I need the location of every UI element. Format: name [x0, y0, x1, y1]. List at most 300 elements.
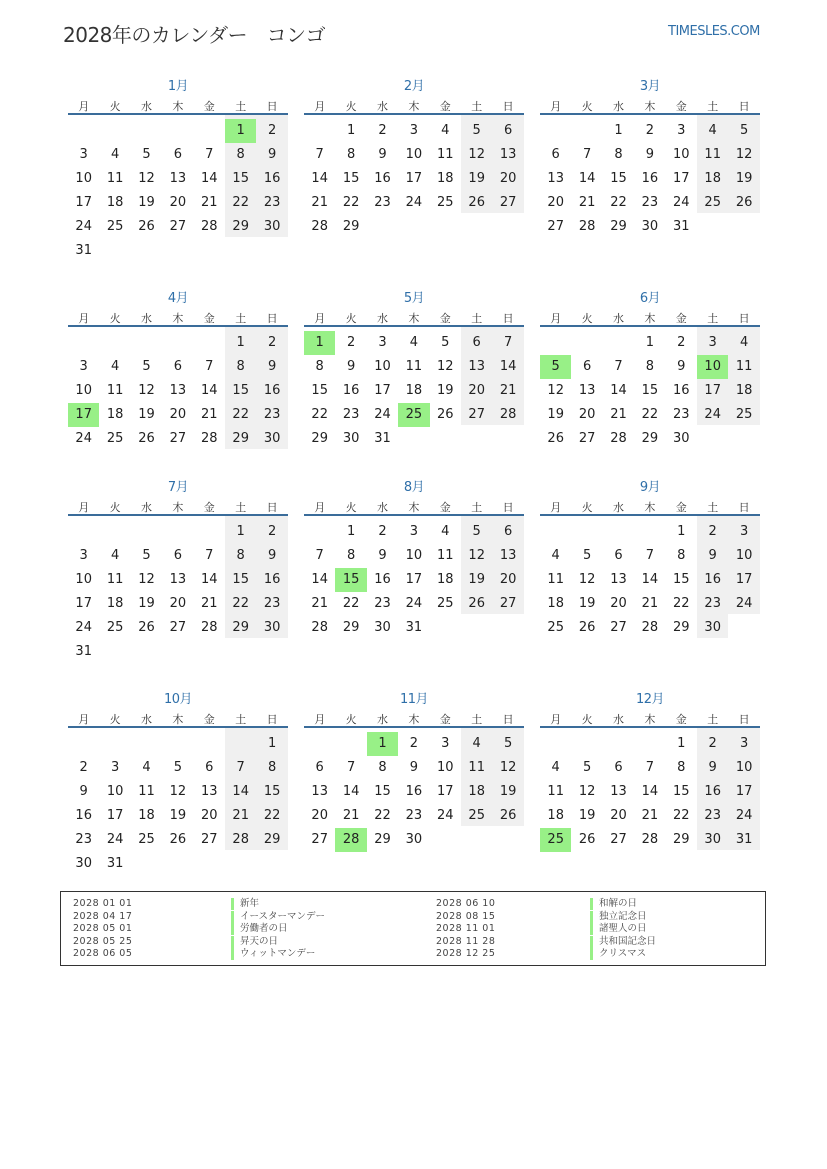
day-cell: 12: [437, 359, 454, 374]
day-cell: 29: [232, 219, 249, 234]
day-cell: 24: [437, 808, 454, 823]
day-cell: 6: [551, 147, 560, 162]
day-cell: 13: [169, 383, 187, 398]
day-cell: 11: [437, 147, 454, 162]
month-name: 1月: [167, 79, 189, 94]
day-cell: 31: [374, 431, 391, 446]
day-cell: 22: [610, 195, 627, 210]
month-divider: [68, 514, 288, 516]
weekday-label: 金: [203, 100, 215, 113]
day-cell: 26: [138, 431, 155, 446]
day-cell: 30: [263, 219, 281, 234]
holiday-day-cell: 28: [335, 828, 366, 852]
day-cell: 11: [547, 572, 564, 587]
day-cell: 30: [374, 620, 391, 635]
day-cell: 26: [169, 832, 187, 847]
month-name: 12月: [635, 692, 665, 707]
holiday-date: 2028 01 01: [73, 898, 133, 909]
day-cell: 26: [547, 431, 564, 446]
month-12: [540, 688, 760, 888]
day-cell: 3: [378, 335, 387, 350]
day-cell: 7: [645, 760, 655, 775]
weekday-label: 日: [738, 501, 750, 514]
weekday-label: 月: [314, 312, 326, 325]
day-cell: 8: [614, 147, 623, 162]
weekday-label: 水: [612, 312, 624, 325]
day-cell: 15: [641, 383, 659, 398]
day-cell: 10: [374, 359, 391, 374]
day-cell: 14: [578, 171, 596, 186]
day-cell: 19: [578, 808, 596, 823]
day-cell: 10: [75, 572, 92, 587]
day-cell: 26: [468, 195, 485, 210]
holiday-date: 2028 06 10: [436, 898, 496, 909]
day-cell: 10: [106, 784, 124, 799]
day-cell: 4: [708, 123, 717, 138]
weekday-label: 火: [345, 501, 357, 514]
weekday-label: 木: [172, 713, 184, 726]
day-cell: 29: [673, 620, 690, 635]
month-divider: [304, 514, 524, 516]
day-cell: 12: [138, 383, 155, 398]
holiday-date: 2028 12 25: [436, 948, 496, 959]
holiday-date: 2028 05 25: [73, 935, 133, 947]
day-cell: 20: [547, 195, 564, 210]
day-cell: 2: [708, 736, 717, 751]
day-cell: 23: [263, 195, 281, 210]
weekday-label: 日: [502, 501, 514, 514]
day-cell: 20: [578, 407, 596, 422]
day-cell: 23: [704, 596, 721, 611]
weekday-label: 月: [78, 312, 90, 325]
day-cell: 25: [437, 596, 454, 611]
day-cell: 21: [641, 596, 659, 611]
day-cell: 28: [201, 431, 218, 446]
day-cell: 6: [472, 335, 481, 350]
weekday-label: 土: [707, 312, 719, 325]
day-cell: 13: [468, 359, 485, 374]
day-cell: 6: [205, 760, 214, 775]
weekday-label: 月: [550, 713, 562, 726]
day-cell: 15: [232, 171, 249, 186]
day-cell: 11: [547, 784, 564, 799]
day-cell: 27: [499, 195, 517, 210]
day-cell: 28: [641, 832, 659, 847]
weekday-label: 日: [266, 713, 278, 726]
day-cell: 12: [735, 147, 753, 162]
weekday-label: 木: [408, 713, 420, 726]
holiday-name: ウィットマンデー: [231, 948, 315, 960]
weekday-label: 金: [439, 501, 451, 514]
weekday-label: 日: [738, 100, 750, 113]
weekday-label: 日: [738, 312, 750, 325]
day-cell: 13: [499, 147, 517, 162]
day-cell: 20: [499, 572, 517, 587]
day-cell: 15: [311, 383, 328, 398]
day-cell: 18: [547, 808, 564, 823]
day-cell: 28: [232, 832, 249, 847]
day-cell: 23: [374, 195, 391, 210]
day-cell: 3: [677, 123, 686, 138]
day-cell: 8: [346, 548, 356, 563]
day-cell: 24: [374, 407, 391, 422]
day-cell: 12: [169, 784, 187, 799]
month-name: 6月: [639, 291, 661, 306]
day-cell: 31: [673, 219, 690, 234]
day-cell: 15: [374, 784, 391, 799]
day-cell: 2: [645, 123, 655, 138]
holiday-date: 2028 04 17: [73, 910, 133, 922]
weekday-label: 金: [203, 713, 215, 726]
day-cell: 16: [673, 383, 690, 398]
holiday-day-cell: 17: [68, 403, 99, 427]
day-cell: 21: [499, 383, 517, 398]
weekday-label: 水: [140, 713, 152, 726]
weekday-label: 土: [235, 100, 247, 113]
day-cell: 24: [735, 596, 753, 611]
day-cell: 2: [677, 335, 686, 350]
day-cell: 28: [201, 219, 218, 234]
day-cell: 19: [499, 784, 517, 799]
day-cell: 7: [205, 359, 214, 374]
day-cell: 22: [232, 407, 249, 422]
day-cell: 6: [173, 548, 183, 563]
day-cell: 4: [551, 760, 560, 775]
site-link[interactable]: TIMESLES.COM: [668, 24, 760, 39]
weekday-label: 金: [439, 100, 451, 113]
weekday-label: 水: [140, 312, 152, 325]
day-cell: 14: [232, 784, 249, 799]
day-cell: 21: [641, 808, 659, 823]
day-cell: 20: [169, 596, 187, 611]
day-cell: 9: [267, 359, 277, 374]
day-cell: 7: [503, 335, 513, 350]
weekday-label: 水: [376, 312, 388, 325]
day-cell: 6: [173, 359, 183, 374]
month-4: [68, 287, 288, 487]
month-name: 2月: [403, 79, 425, 94]
day-cell: 19: [468, 171, 485, 186]
weekday-label: 月: [314, 100, 326, 113]
month-name: 5月: [403, 291, 425, 306]
day-cell: 26: [468, 596, 485, 611]
day-cell: 19: [169, 808, 187, 823]
day-cell: 31: [106, 856, 124, 871]
day-cell: 5: [582, 760, 592, 775]
day-cell: 11: [405, 359, 423, 374]
day-cell: 5: [472, 524, 481, 539]
day-cell: 16: [704, 572, 721, 587]
day-cell: 2: [378, 524, 387, 539]
day-cell: 30: [704, 620, 721, 635]
month-divider: [540, 113, 760, 115]
weekday-label: 木: [644, 312, 656, 325]
day-cell: 31: [405, 620, 423, 635]
day-cell: 9: [378, 147, 387, 162]
day-cell: 16: [405, 784, 423, 799]
day-cell: 30: [641, 219, 659, 234]
day-cell: 23: [263, 596, 281, 611]
day-cell: 7: [315, 147, 324, 162]
day-cell: 14: [342, 784, 360, 799]
day-cell: 10: [405, 147, 423, 162]
day-cell: 27: [547, 219, 564, 234]
holiday-name: 労働者の日: [231, 923, 288, 935]
day-cell: 14: [311, 572, 328, 587]
weekday-label: 月: [78, 100, 90, 113]
day-cell: 3: [441, 736, 450, 751]
month-10: [68, 688, 288, 888]
day-cell: 28: [641, 620, 659, 635]
month-name: 4月: [167, 291, 189, 306]
weekday-label: 金: [675, 100, 687, 113]
day-cell: 1: [346, 524, 356, 539]
weekday-label: 土: [471, 501, 483, 514]
day-cell: 28: [610, 431, 627, 446]
day-cell: 13: [201, 784, 218, 799]
day-cell: 3: [110, 760, 120, 775]
day-cell: 31: [735, 832, 753, 847]
month-name: 8月: [403, 480, 425, 495]
day-cell: 15: [673, 572, 690, 587]
day-cell: 6: [503, 524, 513, 539]
day-cell: 9: [409, 760, 419, 775]
day-cell: 12: [578, 572, 596, 587]
day-cell: 19: [735, 171, 753, 186]
month-5: [304, 287, 524, 487]
holiday-day-cell: 5: [540, 355, 571, 379]
day-cell: 8: [378, 760, 387, 775]
day-cell: 24: [673, 195, 690, 210]
day-cell: 4: [110, 359, 120, 374]
day-cell: 24: [405, 195, 423, 210]
weekday-label: 土: [471, 312, 483, 325]
weekday-label: 日: [266, 100, 278, 113]
holiday-day-cell: 1: [304, 331, 335, 355]
day-cell: 24: [735, 808, 753, 823]
day-cell: 3: [79, 548, 88, 563]
day-cell: 8: [645, 359, 655, 374]
day-cell: 22: [311, 407, 328, 422]
day-cell: 20: [499, 171, 517, 186]
day-cell: 5: [441, 335, 450, 350]
day-cell: 5: [142, 548, 151, 563]
holiday-name: 和解の日: [590, 898, 637, 910]
month-11: [304, 688, 524, 888]
day-cell: 26: [138, 219, 155, 234]
day-cell: 19: [578, 596, 596, 611]
day-cell: 31: [75, 644, 92, 659]
day-cell: 16: [263, 383, 281, 398]
day-cell: 4: [110, 147, 120, 162]
day-cell: 20: [468, 383, 485, 398]
day-cell: 30: [263, 431, 281, 446]
holiday-date: 2028 08 15: [436, 910, 496, 922]
weekday-label: 月: [550, 100, 562, 113]
weekday-label: 木: [644, 501, 656, 514]
day-cell: 13: [311, 784, 328, 799]
weekday-label: 土: [707, 713, 719, 726]
weekday-label: 火: [109, 501, 121, 514]
day-cell: 15: [232, 572, 249, 587]
day-cell: 8: [267, 760, 277, 775]
day-cell: 15: [263, 784, 281, 799]
weekday-label: 日: [502, 713, 514, 726]
day-cell: 12: [547, 383, 564, 398]
day-cell: 18: [437, 572, 454, 587]
day-cell: 14: [610, 383, 627, 398]
day-cell: 15: [342, 171, 360, 186]
day-cell: 9: [267, 147, 277, 162]
day-cell: 1: [267, 736, 277, 751]
day-cell: 18: [437, 171, 454, 186]
day-cell: 12: [138, 572, 155, 587]
day-cell: 30: [342, 431, 360, 446]
weekday-label: 木: [644, 100, 656, 113]
day-cell: 14: [201, 383, 218, 398]
weekday-label: 日: [266, 312, 278, 325]
weekday-label: 火: [109, 713, 121, 726]
day-cell: 2: [708, 524, 717, 539]
day-cell: 4: [110, 548, 120, 563]
holiday-day-cell: 1: [367, 732, 398, 756]
day-cell: 14: [311, 171, 328, 186]
day-cell: 20: [610, 596, 627, 611]
day-cell: 21: [232, 808, 249, 823]
day-cell: 14: [499, 359, 517, 374]
weekday-label: 土: [707, 501, 719, 514]
day-cell: 29: [342, 219, 360, 234]
day-cell: 16: [263, 171, 281, 186]
weekday-label: 日: [502, 100, 514, 113]
month-divider: [68, 325, 288, 327]
weekday-label: 火: [109, 100, 121, 113]
day-cell: 2: [267, 524, 277, 539]
day-cell: 13: [610, 784, 627, 799]
day-cell: 3: [79, 147, 88, 162]
day-cell: 18: [704, 171, 721, 186]
day-cell: 4: [472, 736, 481, 751]
month-name: 7月: [167, 480, 189, 495]
day-cell: 27: [311, 832, 328, 847]
day-cell: 17: [735, 784, 753, 799]
day-cell: 30: [673, 431, 690, 446]
day-cell: 7: [645, 548, 655, 563]
day-cell: 3: [739, 524, 749, 539]
day-cell: 19: [468, 572, 485, 587]
day-cell: 7: [205, 548, 214, 563]
day-cell: 29: [342, 620, 360, 635]
day-cell: 24: [405, 596, 423, 611]
day-cell: 9: [708, 760, 717, 775]
day-cell: 7: [236, 760, 245, 775]
day-cell: 28: [578, 219, 596, 234]
day-cell: 2: [267, 123, 277, 138]
day-cell: 12: [499, 760, 517, 775]
day-cell: 7: [205, 147, 214, 162]
day-cell: 21: [201, 195, 218, 210]
day-cell: 21: [311, 596, 328, 611]
day-cell: 27: [578, 431, 596, 446]
day-cell: 13: [578, 383, 596, 398]
day-cell: 18: [106, 195, 124, 210]
day-cell: 19: [138, 195, 155, 210]
day-cell: 7: [582, 147, 592, 162]
day-cell: 3: [739, 736, 749, 751]
weekday-label: 土: [471, 713, 483, 726]
weekday-label: 水: [376, 713, 388, 726]
day-cell: 19: [138, 596, 155, 611]
weekday-label: 月: [550, 312, 562, 325]
day-cell: 24: [106, 832, 124, 847]
day-cell: 11: [106, 383, 124, 398]
day-cell: 27: [610, 832, 627, 847]
holiday-day-cell: 1: [225, 119, 256, 143]
day-cell: 13: [499, 548, 517, 563]
page-title: 2028年のカレンダー コンゴ: [63, 23, 326, 47]
day-cell: 5: [582, 548, 592, 563]
day-cell: 14: [201, 572, 218, 587]
day-cell: 13: [169, 171, 187, 186]
day-cell: 18: [106, 596, 124, 611]
day-cell: 16: [75, 808, 92, 823]
day-cell: 8: [236, 359, 245, 374]
day-cell: 10: [673, 147, 690, 162]
day-cell: 22: [641, 407, 659, 422]
weekday-label: 水: [612, 100, 624, 113]
holiday-name: 共和国記念日: [590, 936, 656, 948]
weekday-label: 水: [140, 501, 152, 514]
day-cell: 27: [169, 431, 187, 446]
weekday-label: 火: [345, 100, 357, 113]
day-cell: 5: [739, 123, 749, 138]
day-cell: 1: [346, 123, 356, 138]
month-divider: [540, 514, 760, 516]
weekday-label: 水: [612, 713, 624, 726]
day-cell: 23: [75, 832, 92, 847]
day-cell: 25: [106, 620, 124, 635]
weekday-label: 日: [266, 501, 278, 514]
month-name: 9月: [639, 480, 661, 495]
weekday-label: 土: [707, 100, 719, 113]
weekday-label: 水: [612, 501, 624, 514]
month-divider: [304, 726, 524, 728]
day-cell: 29: [311, 431, 328, 446]
day-cell: 22: [263, 808, 281, 823]
weekday-label: 金: [675, 501, 687, 514]
day-cell: 27: [201, 832, 218, 847]
day-cell: 31: [75, 243, 92, 258]
day-cell: 5: [173, 760, 183, 775]
weekday-label: 水: [376, 501, 388, 514]
weekday-label: 土: [235, 713, 247, 726]
day-cell: 5: [472, 123, 481, 138]
day-cell: 22: [232, 596, 249, 611]
day-cell: 23: [673, 407, 690, 422]
holiday-name: 新年: [231, 898, 259, 910]
day-cell: 16: [374, 171, 391, 186]
day-cell: 11: [468, 760, 485, 775]
day-cell: 9: [645, 147, 655, 162]
day-cell: 21: [311, 195, 328, 210]
day-cell: 18: [468, 784, 485, 799]
day-cell: 26: [437, 407, 454, 422]
weekday-label: 金: [439, 713, 451, 726]
day-cell: 21: [342, 808, 360, 823]
holiday-day-cell: 25: [540, 828, 571, 852]
day-cell: 2: [267, 335, 277, 350]
weekday-label: 月: [314, 713, 326, 726]
